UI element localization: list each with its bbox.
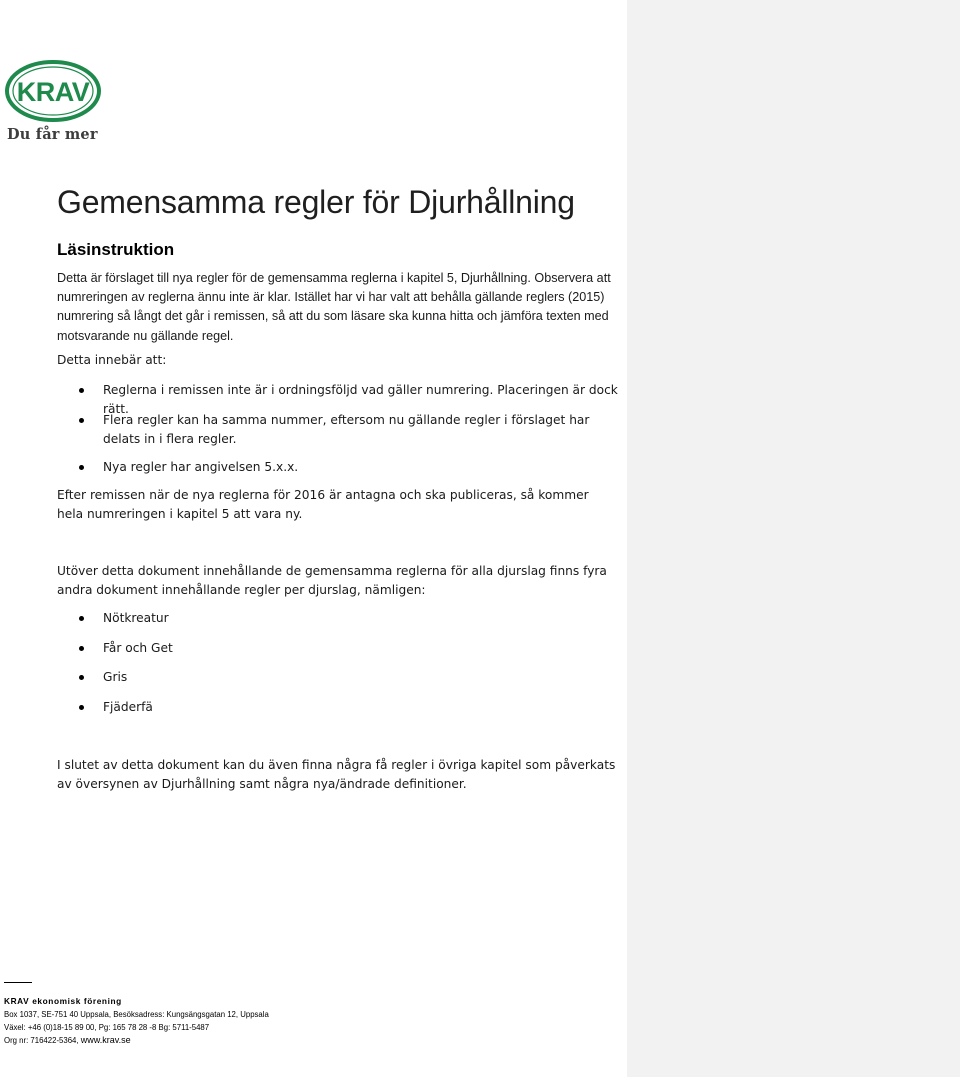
logo-wordmark: KRAV — [16, 77, 90, 107]
list-item: Flera regler kan ha samma nummer, eftersom nu gällande regler i förslaget har delats in i flera regler. — [57, 411, 623, 449]
after-remiss-paragraph: Efter remissen när de nya reglerna för 2016 är antagna och ska publiceras, så kommer hela numreringen i kapitel 5 att vara ny. — [57, 488, 589, 522]
list-item: Nötkreatur — [57, 609, 623, 628]
right-margin-panel — [627, 0, 960, 1077]
bullet-icon — [79, 646, 84, 651]
list-item: Reglerna i remissen inte är i ordningsföljd vad gäller numrering. Placeringen är dock rätt. — [57, 381, 623, 419]
bullet-icon — [79, 418, 84, 423]
bullet-icon — [79, 675, 84, 680]
document-title: Gemensamma regler för Djurhållning — [57, 184, 575, 220]
bullet-icon — [79, 616, 84, 621]
footer-organization: KRAV ekonomisk förening — [4, 996, 122, 1006]
footer-address: Box 1037, SE-751 40 Uppsala, Besöksadress: Kungsängsgatan 12, Uppsala — [4, 1010, 269, 1019]
lead-paragraph: Detta innebär att: — [57, 353, 167, 367]
list-item: Får och Get — [57, 639, 623, 658]
other-documents-paragraph: Utöver detta dokument innehållande de gemensamma reglerna för alla djurslag finns fyra andra dokument innehållande regler per djurslag, nämligen: — [57, 564, 607, 598]
krav-logo-icon — [4, 57, 104, 125]
bullet-icon — [79, 465, 84, 470]
list-item: Fjäderfä — [57, 698, 623, 717]
footer-phone: Växel: +46 (0)18-15 89 00, Pg: 165 78 28 -8 Bg: 5711-5487 — [4, 1023, 210, 1032]
footer-rule — [4, 982, 32, 983]
intro-paragraph: Detta är förslaget till nya regler för de gemensamma reglerna i kapitel 5, Djurhållning. Observera att numreringen av reglerna ännu inte är klar. Istället har vi har valt att behålla gällande reglers (2015) numrering så långt det går i remissen, så att du som läsare ska kunna hitta och jämföra texten med motsvarande nu gällande regel. — [57, 271, 611, 343]
bullet-icon — [79, 705, 84, 710]
footer-website-link[interactable]: www.krav.se — [80, 1035, 131, 1045]
footer-orgnr-line — [4, 1035, 131, 1045]
list-item: Nya regler har angivelsen 5.x.x. — [57, 458, 623, 477]
closing-paragraph: I slutet av detta dokument kan du även finna några få regler i övriga kapitel som påverkats av översynen av Djurhållning samt några nya/ändrade definitioner. — [57, 758, 616, 792]
bullet-icon — [79, 388, 84, 393]
footer-orgnr: Org nr: 716422-5364, — [4, 1036, 79, 1045]
section-heading: Läsinstruktion — [57, 240, 175, 259]
logo-tagline: Du får mer — [7, 126, 98, 143]
list-item: Gris — [57, 668, 623, 687]
